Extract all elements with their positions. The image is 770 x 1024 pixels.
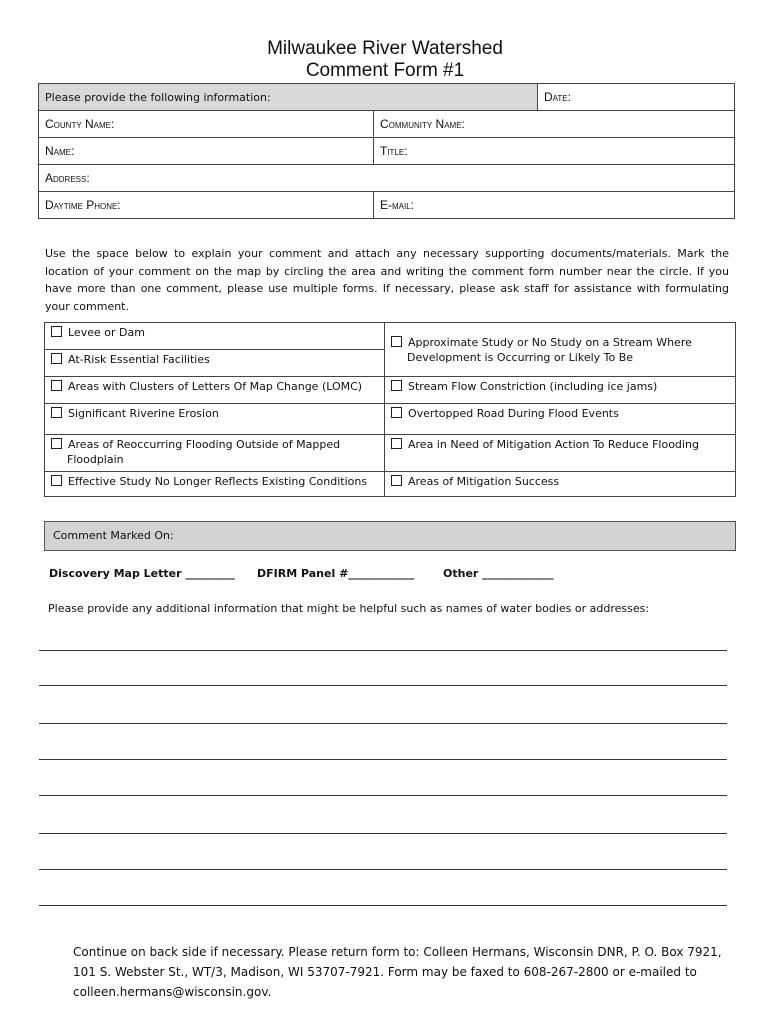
option-mitigation-need[interactable]: Area in Need of Mitigation Action To Reduce Flooding [385,435,736,472]
checkbox-icon[interactable] [51,438,62,449]
writing-line[interactable] [39,685,727,686]
option-approximate-study[interactable]: Approximate Study or No Study on a Stream Where Development is Occurring or Likely To Be [385,323,736,377]
county-name-field[interactable]: County Name: [39,111,374,138]
info-table [38,83,735,219]
checkbox-icon[interactable] [391,407,402,418]
community-name-field[interactable]: Community Name: [374,111,735,138]
writing-line[interactable] [39,795,727,796]
checkbox-icon[interactable] [51,475,62,486]
option-mitigation-success[interactable]: Areas of Mitigation Success [385,472,736,497]
daytime-phone-field[interactable]: Daytime Phone: [39,192,374,219]
option-levee-or-dam[interactable]: Levee or Dam [45,323,385,350]
checkbox-icon[interactable] [51,407,62,418]
writing-line[interactable] [39,759,727,760]
additional-info-prompt: Please provide any additional information that might be helpful such as names of water bodies or addresses: [48,602,650,615]
checkbox-icon[interactable] [51,326,62,337]
options-table [44,322,736,497]
form-subtitle: Comment Form #1 [305,60,465,81]
info-header: Please provide the following information: [39,84,538,111]
writing-line[interactable] [39,833,727,834]
checkbox-icon[interactable] [51,380,62,391]
writing-line[interactable] [39,650,727,651]
checkbox-icon[interactable] [391,380,402,391]
email-field[interactable]: E-mail: [374,192,735,219]
checkbox-icon[interactable] [391,438,402,449]
option-stream-flow-constriction[interactable]: Stream Flow Constriction (including ice jams) [385,377,736,404]
name-field[interactable]: Name: [39,138,374,165]
option-at-risk-facilities[interactable]: At-Risk Essential Facilities [45,350,385,377]
title-field[interactable]: Title: [374,138,735,165]
comment-marked-header: Comment Marked On: [44,521,736,551]
option-overtopped-road[interactable]: Overtopped Road During Flood Events [385,404,736,435]
option-lomc-clusters[interactable]: Areas with Clusters of Letters Of Map Change (LOMC) [45,377,385,404]
checkbox-icon[interactable] [391,475,402,486]
checkbox-icon[interactable] [51,353,62,364]
writing-line[interactable] [39,723,727,724]
return-instructions: Continue on back side if necessary. Please return form to: Colleen Hermans, Wisconsin DNR, P. O. Box 7921, 101 S. Webster St., WT/3, Madison, WI 53707-7921. Form may be faxed to 608-267-2800 or e-mailed to colleen.hermans@wisconsin.gov. [73,945,722,999]
instructions-text: Use the space below to explain your comment and attach any necessary supporting documents/materials. Mark the location of your comment on the map by circling the area and writing the comment form number near the circle. If you have more than one comment, please use multiple forms. If necessary, please ask staff for assistance with formulating your comment. [45,247,729,313]
address-field[interactable]: Address: [39,165,735,192]
dfirm-panel-field[interactable]: DFIRM Panel #____________ [257,567,415,580]
writing-line[interactable] [39,869,727,870]
option-riverine-erosion[interactable]: Significant Riverine Erosion [45,404,385,435]
writing-line[interactable] [39,905,727,906]
option-reoccurring-flooding[interactable]: Areas of Reoccurring Flooding Outside of Mapped Floodplain [45,435,385,472]
option-effective-study[interactable]: Effective Study No Longer Reflects Existing Conditions [45,472,385,497]
other-field[interactable]: Other _____________ [443,567,554,580]
discovery-map-letter-field[interactable]: Discovery Map Letter _________ [49,567,235,580]
date-field[interactable]: Date: [538,84,735,111]
form-title: Milwaukee River Watershed [267,38,503,59]
checkbox-icon[interactable] [391,336,402,347]
